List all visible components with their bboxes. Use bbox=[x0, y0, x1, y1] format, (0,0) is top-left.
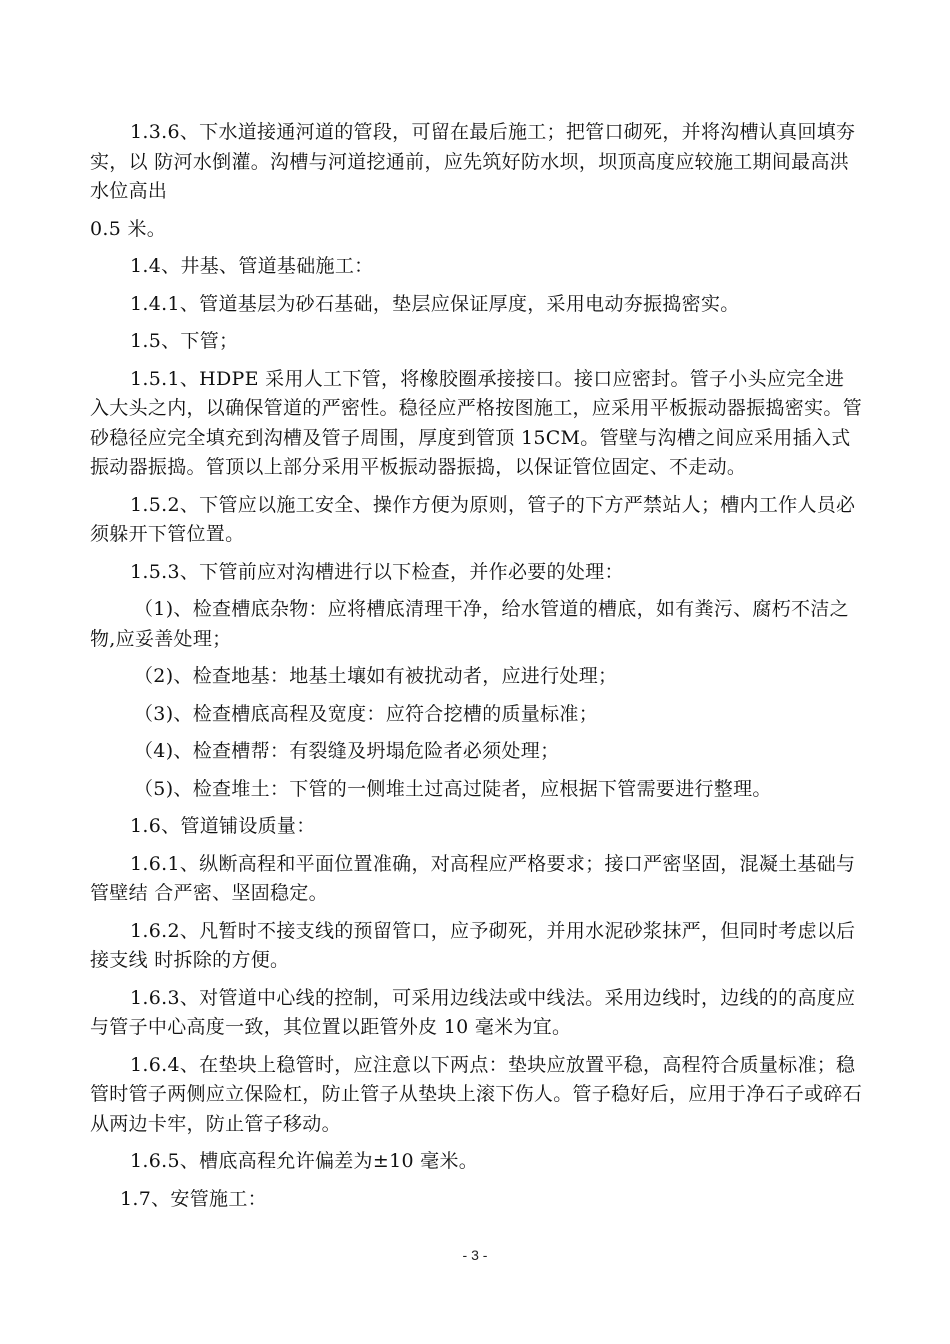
paragraph-1-5-1: 1.5.1、HDPE 采用人工下管，将橡胶圈承接接口。接口应密封。管子小头应完全进入大头之内，以确保管道的严密性。稳径应严格按图施工，应采用平板振动器振捣密实。管砂稳径应完全填充到沟槽及管子周围，厚度到管顶 15CM。管壁与沟槽之间应采用插入式振动器振捣。管顶以上部分采用平板振动器振捣，以保证管位固定、不走动。 bbox=[90, 367, 863, 478]
paragraph-1-6-1: 1.6.1、纵断高程和平面位置准确，对高程应严格要求；接口严密坚固，混凝土基础与管壁结 合严密、坚固稳定。 bbox=[90, 852, 856, 904]
heading-1-7: 1.7、安管施工： bbox=[120, 1187, 267, 1210]
page-number: - 3 - bbox=[462, 1247, 488, 1263]
check-item-1: （1)、检查槽底杂物：应将槽底清理干净，给水管道的槽底，如有粪污、腐朽不洁之物,应妥善处理； bbox=[90, 598, 849, 650]
check-item-5: （5)、检查堆土：下管的一侧堆土过高过陡者，应根据下管需要进行整理。 bbox=[134, 777, 772, 800]
heading-1-5: 1.5、下管； bbox=[130, 330, 239, 352]
paragraph-1-5-2: 1.5.2、下管应以施工安全、操作方便为原则，管子的下方严禁站人；槽内工作人员必须躲开下管位置。 bbox=[90, 493, 856, 545]
check-item-3: （3)、检查槽底高程及宽度：应符合挖槽的质量标准； bbox=[134, 702, 599, 725]
paragraph-1-6-5: 1.6.5、槽底高程允许偏差为±10 毫米。 bbox=[130, 1150, 479, 1172]
paragraph-1-6-4: 1.6.4、在垫块上稳管时，应注意以下两点：垫块应放置平稳，高程符合质量标准；稳管时管子两侧应立保险杠，防止管子从垫块上滚下伤人。管子稳好后，应用于净石子或碎石从两边卡牢，防止管子移动。 bbox=[90, 1053, 863, 1135]
paragraph-1-3-6: 1.3.6、下水道接通河道的管段，可留在最后施工；把管口砌死，并将沟槽认真回填夯实，以 防河水倒灌。沟槽与河道挖通前，应先筑好防水坝，坝顶高度应较施工期间最高洪水位高出 bbox=[90, 121, 856, 202]
document-body bbox=[90, 118, 862, 1222]
paragraph-1-4-1: 1.4.1、管道基层为砂石基础，垫层应保证厚度，采用电动夯振捣密实。 bbox=[130, 292, 740, 315]
check-item-2: （2)、检查地基：地基土壤如有被扰动者，应进行处理； bbox=[134, 665, 618, 687]
heading-1-6: 1.6、管道铺设质量： bbox=[130, 815, 316, 837]
check-item-4: （4)、检查槽帮：有裂缝及坍塌危险者必须处理； bbox=[134, 740, 560, 762]
heading-1-4: 1.4、井基、管道基础施工： bbox=[130, 255, 374, 277]
paragraph-continuation: 0.5 米。 bbox=[90, 217, 167, 240]
paragraph-1-6-3: 1.6.3、对管道中心线的控制，可采用边线法或中线法。采用边线时，边线的的高度应与管子中心高度一致，其位置以距管外皮 10 毫米为宜。 bbox=[90, 986, 856, 1038]
paragraph-1-6-2: 1.6.2、凡暂时不接支线的预留管口，应予砌死，并用水泥砂浆抹严，但同时考虑以后接支线 时拆除的方便。 bbox=[90, 919, 856, 971]
paragraph-1-5-3: 1.5.3、下管前应对沟槽进行以下检查，并作必要的处理： bbox=[130, 560, 624, 583]
